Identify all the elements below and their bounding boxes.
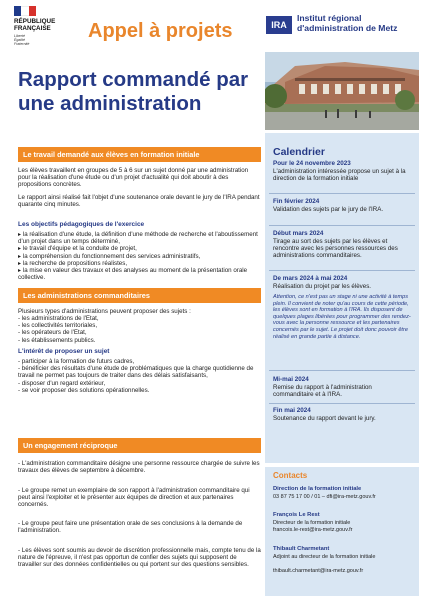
- calendar-text: Remise du rapport à l'administration commanditaire et à l'IRA.: [273, 384, 372, 399]
- calendar-date: Pour le 24 novembre 2023: [273, 160, 351, 167]
- ira-logo: IRA: [266, 16, 292, 34]
- engagement-p3: - Le groupe peut faire une présentation orale de ses conclusions à la demande de l'administration.: [18, 520, 243, 535]
- separator: [269, 193, 415, 194]
- contact-line: 03 87 75 17 00 / 01 – dfi@ira-metz.gouv.fr: [273, 494, 376, 500]
- list-item: - bénéficier des résultats d'une étude de problématiques que la charge quotidienne de travail ne permet pas toujours de traiter dans des délais satisfaisants,: [18, 365, 254, 380]
- contact-email: thibault.charmetant@ira-metz.gouv.fr: [273, 568, 364, 574]
- engagement-p1: - L'administration commanditaire désigne une personne ressource chargée de suivre les travaux des élèves de septembre à décembre.: [18, 460, 260, 475]
- tricolor-flag-icon: [14, 6, 36, 16]
- calendar-date: De mars 2024 à mai 2024: [273, 275, 348, 282]
- contact-name: Thibault Charmetant: [273, 546, 330, 552]
- separator: [269, 270, 415, 271]
- calendar-text: Tirage au sort des sujets par les élèves et rencontre avec les personnes ressources des administrations commanditaires.: [273, 238, 398, 260]
- objectifs-list: [18, 231, 261, 281]
- list-item: - les établissements publics.: [18, 336, 96, 344]
- interet-subheading: L'intérêt de proposer un sujet: [18, 348, 110, 355]
- contact-line: Adjoint au directeur de la formation initiale: [273, 554, 376, 560]
- motto: Liberté Égalité Fraternité: [14, 34, 30, 47]
- calendar-date: Mi-mai 2024: [273, 376, 309, 383]
- interet-list: [18, 358, 261, 394]
- appel-a-projets-heading: Appel à projets: [88, 20, 233, 42]
- ira-name: Institut régional d'administration de Metz: [297, 13, 398, 33]
- calendar-date: Fin mai 2024: [273, 407, 311, 414]
- list-item: ▸ la mise en valeur des travaux et des analyses au moment de la présentation orale collective.: [18, 267, 248, 282]
- separator: [269, 370, 415, 371]
- calendar-text: Validation des sujets par le jury de l'IRA.: [273, 206, 384, 213]
- administrations-list: [18, 315, 261, 344]
- engagement-p2: - Le groupe remet un exemplaire de son rapport à l'administration commanditaire qui peut ainsi l'exploiter et le présenter aux équipes de direction et aux partenaires concernés.: [18, 487, 250, 509]
- calendar-date: Fin février 2024: [273, 198, 320, 205]
- section-travail-p1: Les élèves travaillent en groupes de 5 à 6 sur un sujet donné par une administration pour la réalisation d'une étude ou d'un projet d'actualité qui doit aboutir à des propositions concrètes.: [18, 167, 249, 189]
- page-title: Rapport commandé par une administration: [18, 68, 249, 115]
- list-item: - disposer d'un regard extérieur,: [18, 379, 106, 387]
- section-travail-heading: Le travail demandé aux élèves en formation initiale: [18, 147, 261, 162]
- contact-name: Direction de la formation initiale: [273, 486, 362, 492]
- contacts-title: Contacts: [273, 471, 308, 480]
- contact-line: Directeur de la formation initiale: [273, 520, 351, 526]
- section-administrations-heading: Les administrations commanditaires: [18, 288, 261, 303]
- list-item: ▸ la compréhension du fonctionnement des services administratifs,: [18, 252, 201, 260]
- list-item: - les administrations de l'Etat,: [18, 315, 99, 322]
- list-item: ▸ le travail d'équipe et la conduite de projet,: [18, 245, 137, 253]
- administrations-intro: Plusieurs types d'administrations peuvent proposer des sujets :: [18, 308, 191, 315]
- list-item: - participer à la formation de futurs cadres,: [18, 358, 135, 365]
- list-item: ▸ la réalisation d'une étude, la définition d'une méthode de recherche et l'aboutissement d'un projet dans un temps déterminé,: [18, 231, 258, 246]
- calendar-text: L'administration intéressée propose un sujet à la direction de la formation initiale: [273, 168, 406, 183]
- calendar-text: Soutenance du rapport devant le jury.: [273, 415, 376, 422]
- republique-francaise-logo: [14, 6, 66, 62]
- calendar-text: Réalisation du projet par les élèves.: [273, 283, 372, 290]
- building-photo: [265, 52, 419, 130]
- calendar-note: Attention, ce n'est pas un stage ni une activité à temps plein. Il convient de noter qu'au cours de cette période, les élèves sont en formation à l'IRA. Ils disposent de quelques plages libérées pour programmer des rendez-vous avec la personne ressource et les partenaires concernés par le sujet. Le projet doit donc pouvoir être réalisé en grande partie à distance.: [273, 294, 411, 340]
- section-engagement-heading: Un engagement réciproque: [18, 438, 261, 453]
- republique-text: RÉPUBLIQUE FRANÇAISE: [14, 18, 56, 32]
- objectifs-subheading: Les objectifs pédagogiques de l'exercice: [18, 221, 145, 228]
- section-travail-p2: Le rapport ainsi réalisé fait l'objet d'une soutenance orale devant le jury de l'IRA pendant quarante cinq minutes.: [18, 194, 260, 209]
- separator: [269, 225, 415, 226]
- engagement-p4: - Les élèves sont soumis au devoir de discrétion professionnelle mais, compte tenu de la nature de l'épreuve, il n'est pas opportun de confier des sujets qui supposent de travailler sur des données confidentielles ou qui portent sur des questions sensibles.: [18, 547, 261, 569]
- contact-name: François Le Rest: [273, 512, 320, 518]
- list-item: - se voir proposer des solutions opérationnelles.: [18, 386, 150, 394]
- list-item: - les collectivités territoriales,: [18, 322, 98, 330]
- calendar-date: Début mars 2024: [273, 230, 324, 237]
- list-item: ▸ la recherche de propositions réalistes,: [18, 259, 128, 267]
- contact-email: francois.le-rest@ira-metz.gouv.fr: [273, 527, 353, 533]
- calendar-title: Calendrier: [273, 146, 325, 158]
- separator: [269, 403, 415, 404]
- list-item: - les opérateurs de l'Etat,: [18, 329, 87, 337]
